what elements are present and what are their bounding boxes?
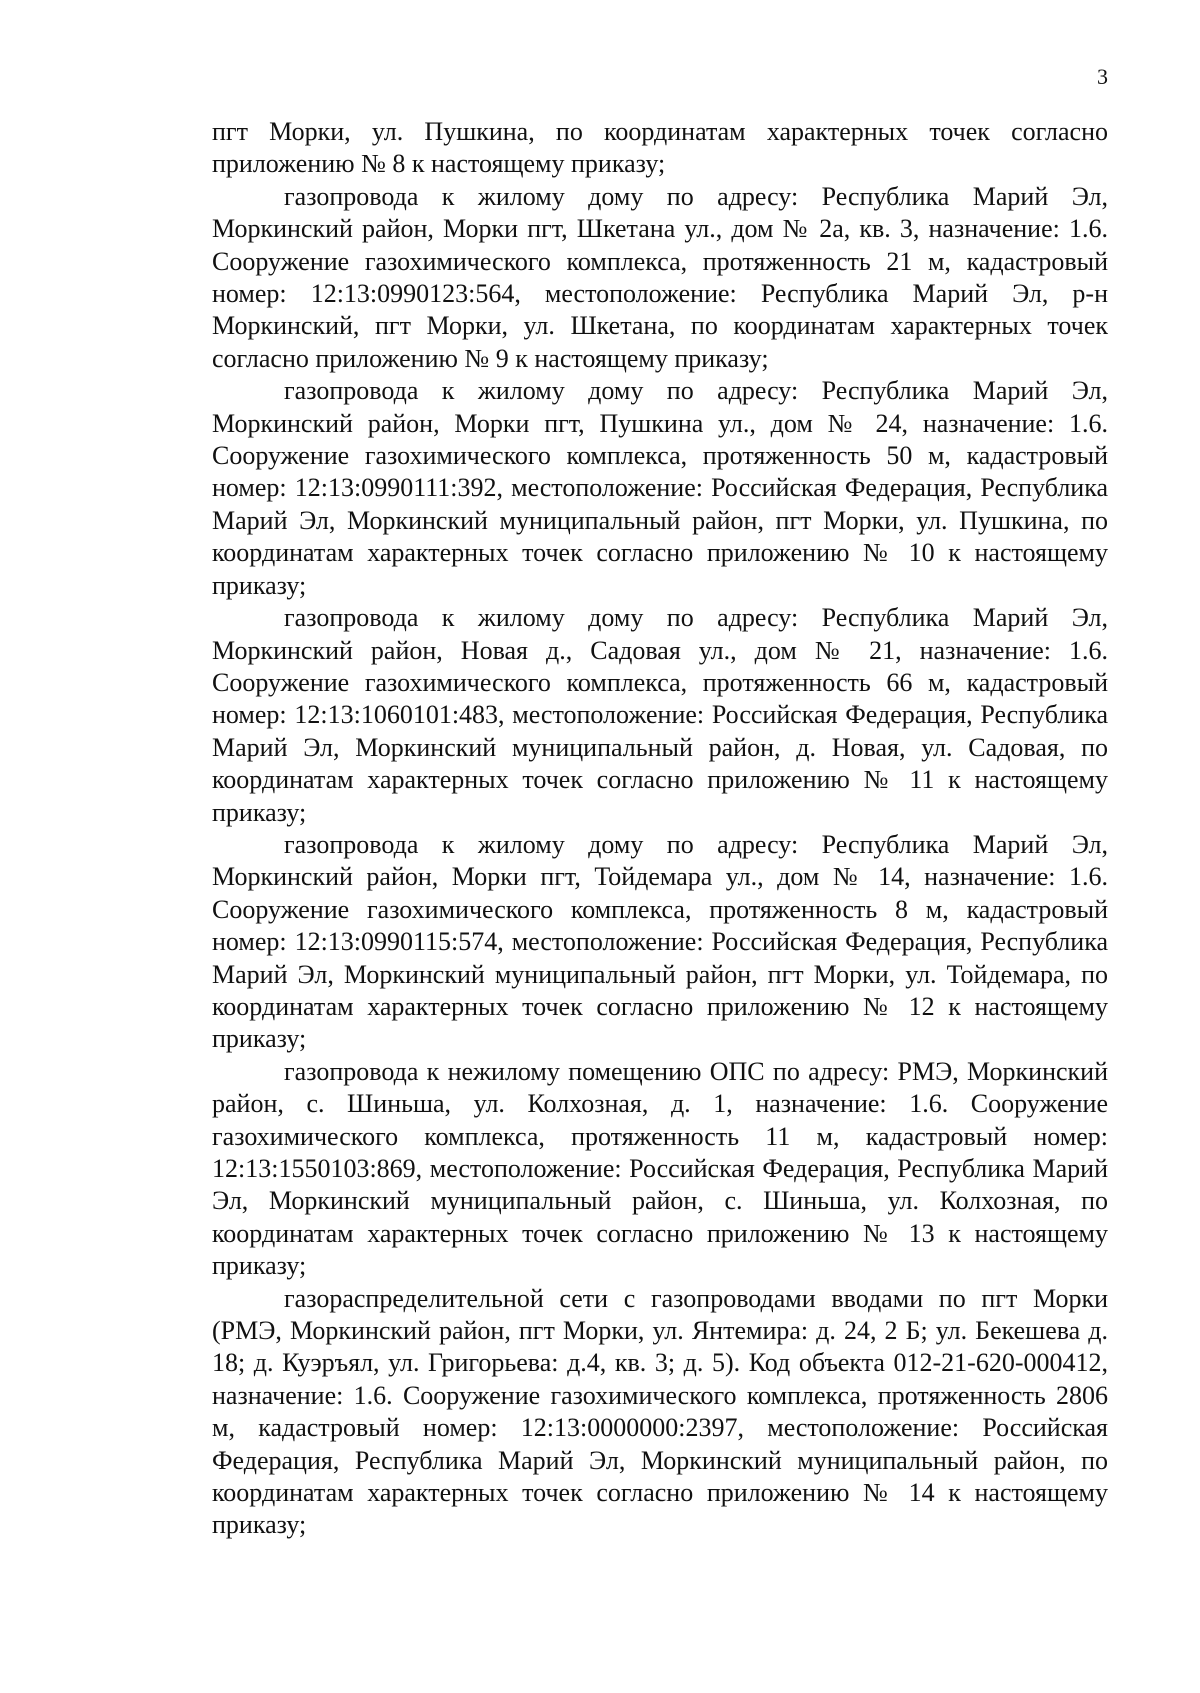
document-body <box>212 116 1108 1542</box>
paragraph-gas-pipeline-shketana: газопровода к жилому дому по адресу: Республика Марий Эл, Моркинский район, Морки пгт, Шкетана ул., дом № 2а, кв. 3, назначение: 1.6. Сооружение газохимического комплекса, протяженность 21 м, кадастровый номер: 12:13:0990123:564, местоположение: Республика Марий Эл, р-н Моркинский, пгт Морки, ул. Шкетана, по координатам характерных точек согласно приложению № 9 к настоящему приказу; <box>212 181 1108 373</box>
paragraph-gas-pipeline-kolkhoznaya: газопровода к нежилому помещению ОПС по адресу: РМЭ, Моркинский район, с. Шиньша, ул. Колхозная, д. 1, назначение: 1.6. Сооружение газохимического комплекса, протяженность 11 м, кадастровый номер: 12:13:1550103:869, местоположение: Российская Федерация, Республика Марий Эл, Моркинский муниципальный район, с. Шиньша, ул. Колхозная, по координатам характерных точек согласно приложению № 13 к настоящему приказу; <box>212 1056 1108 1281</box>
paragraph-gas-distribution-network: газораспределительной сети с газопроводами вводами по пгт Морки (РМЭ, Моркинский район, пгт Морки, ул. Янтемира: д. 24, 2 Б; ул. Бекешева д. 18; д. Куэръял, ул. Григорьева: д.4, кв. 3; д. 5). Код объекта 012-21-620-000412, назначение: 1.6. Сооружение газохимического комплекса, протяженность 2806 м, кадастровый номер: 12:13:0000000:2397, местоположение: Российская Федерация, Республика Марий Эл, Моркинский муниципальный район, по координатам характерных точек согласно приложению № 14 к настоящему приказу; <box>212 1283 1108 1540</box>
paragraph-gas-pipeline-toidemara: газопровода к жилому дому по адресу: Республика Марий Эл, Моркинский район, Морки пгт, Тойдемара ул., дом № 14, назначение: 1.6. Сооружение газохимического комплекса, протяженность 8 м, кадастровый номер: 12:13:0990115:574, местоположение: Российская Федерация, Республика Марий Эл, Моркинский муниципальный район, пгт Морки, ул. Тойдемара, по координатам характерных точек согласно приложению № 12 к настоящему приказу; <box>212 829 1108 1054</box>
paragraph-gas-pipeline-sadovaya: газопровода к жилому дому по адресу: Республика Марий Эл, Моркинский район, Новая д., Садовая ул., дом № 21, назначение: 1.6. Сооружение газохимического комплекса, протяженность 66 м, кадастровый номер: 12:13:1060101:483, местоположение: Российская Федерация, Республика Марий Эл, Моркинский муниципальный район, д. Новая, ул. Садовая, по координатам характерных точек согласно приложению № 11 к настоящему приказу; <box>212 603 1108 827</box>
page-number: 3 <box>1097 64 1108 89</box>
paragraph-continuation: пгт Морки, ул. Пушкина, по координатам характерных точек согласно приложению № 8 к настоящему приказу; <box>212 117 1108 179</box>
paragraph-gas-pipeline-pushkina: газопровода к жилому дому по адресу: Республика Марий Эл, Моркинский район, Морки пгт, Пушкина ул., дом № 24, назначение: 1.6. Сооружение газохимического комплекса, протяженность 50 м, кадастровый номер: 12:13:0990111:392, местоположение: Российская Федерация, Республика Марий Эл, Моркинский муниципальный район, пгт Морки, ул. Пушкина, по координатам характерных точек согласно приложению № 10 к настоящему приказу; <box>212 376 1108 600</box>
